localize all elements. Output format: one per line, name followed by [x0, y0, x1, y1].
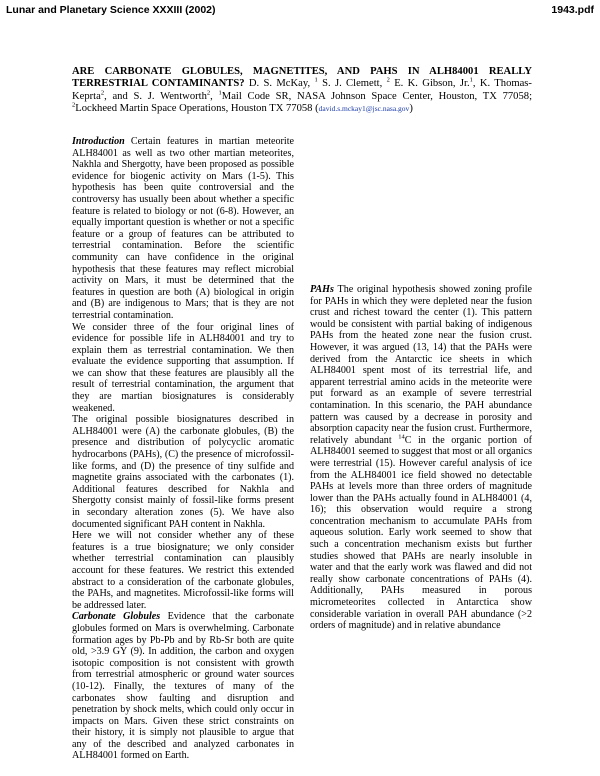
author-3: E. K. Gibson, Jr.: [394, 78, 470, 90]
author-5-sup: 2: [206, 89, 211, 97]
carbonate-heading: Carbonate Globules: [72, 611, 161, 623]
author-3-sup: 1: [469, 76, 473, 84]
intro-text-1: Certain features in martian meteorite ALH84001 as well as two other martian meteorites, Nakhla and Shergotty, have been proposed as possible evidence for biogenic activity on Mars (1-5). This hypothesis has been quite controversial and the controversy has usually been about whether a specific feature is related to biology or not (6-8). However, an equally important question is whether or not a specific feature or a group of features can be attributed to terrestrial contamination. Before the scientific community can have confidence in the original hypothesis that these features may reflect microbial activity on Mars, it must be determined that the features in question are both (A) biological in origin and (B) are indigenous to Mars; that is they are not terrestrial contamination.: [72, 136, 294, 321]
intro-heading: Introduction: [72, 136, 125, 147]
author-2: S. J. Clemett,: [322, 78, 383, 90]
intro-paragraph-3: The original possible biosignatures described in ALH84001 were (A) the carbonate globules, (B) the presence and distribution of polycyclic aromatic hydrocarbons (PAHs), (C) the presence of microfossil-like forms, and (D) the presence of tiny sulfide and magnetite grains associated with the carbonates (1). Additional features described for Nakhla and Shergotty consist mainly of fossil-like forms present in secondary alteration zones (5). We have also documented significant PAH content in Nakhla.: [72, 414, 294, 530]
author-1-sup: 1: [314, 76, 318, 84]
carbonate-text: Evidence that the carbonate globules formed on Mars is overwhelming. Carbonate formation ages by Pb-Pb and by Rb-Sr both are quite old, >3.9 GY (9). In addition, the carbon and oxygen isotopic composition is not consistent with growth from terrestrial atmospheric or ground water sources (10-12). Finally, the textures of many of the carbonates show faulting and disruption and penetration by shock melts, which could only occur in impacts on Mars. Given these strict constraints on their history, it is simply not plausible to argue that any of the described and analyzed carbonates in ALH84001 formed on Earth.: [72, 611, 294, 762]
author-5: , and S. J. Wentworth: [104, 90, 207, 102]
affiliation-2-end: ): [409, 102, 413, 114]
author-4-sup: 2: [100, 89, 105, 97]
aff1-sup: 1: [218, 89, 222, 97]
intro-paragraph-1: [72, 136, 294, 322]
author-1: D. S. McKay,: [248, 78, 311, 90]
c14-sup: 14: [398, 433, 405, 441]
carbonate-paragraph: [72, 611, 294, 762]
pahs-heading: PAHs: [310, 284, 334, 295]
page-id: 1943.pdf: [551, 4, 594, 16]
author-2-sup: 2: [386, 76, 390, 84]
intro-paragraph-2: We consider three of the four original lines of evidence for possible life in ALH84001 and try to explain them as terrestrial contamination. We then evaluate the evidence supporting that assumption. If we can show that these features are plausibly all the result of terrestrial contamination, the argument that they are martian biosignatures is considerably weakened.: [72, 321, 294, 414]
intro-paragraph-4: Here we will not consider whether any of these features is a true biosignature; we only consider whether terrestrial contamination can plausibly account for these features. We restrict this extended abstract to a consideration of the carbonate globules, the PAHs, and magnetites. Microfossil-like forms will be addressed later.: [72, 530, 294, 611]
affiliation-1: Mail Code SR, NASA Johnson Space Center, Houston, TX 77058;: [221, 90, 533, 102]
affiliation-2: Lockheed Martin Space Operations, Houston TX 77058 (: [75, 102, 319, 114]
left-column: [72, 136, 294, 762]
journal-header: Lunar and Planetary Science XXXIII (2002): [6, 4, 216, 16]
aff2-sup: 2: [72, 101, 76, 109]
paper-title: ARE CARBONATE GLOBULES, MAGNETITES, AND PAHS IN ALH84001 REALLY TERRESTRIAL CONTAMINANTS?: [72, 66, 532, 90]
author-4: , K. Thomas-Keprta: [72, 78, 532, 102]
pahs-paragraph: [310, 284, 532, 632]
email-link[interactable]: david.s.mckay1@jsc.nasa.gov: [318, 103, 410, 113]
pahs-text-b: C in the organic portion of ALH84001 seemed to suggest that most or all organics were terrestrial (15). However careful analysis of ice from the ALH84001 ice field showed no detectable PAHs at levels more than three orders of magnitude lower than the PAHs actually found in ALH84001 (4, 16); this observation would require a strong concentration mechanism to accumulate PAHs from aqueous solution. Early work seemed to show that such a concentration mechanism exists but further studies showed that PAHs are nearly insoluble in water and that the early work was flawed and did not really show carbonate concentrations of PAHs (4). Additionally, PAHs measured in porous micrometeorites collected in Antarctica show considerable variation in overall PAH abundance (>2 orders of magnitude) and in relative abundance: [310, 434, 532, 632]
right-column: [310, 138, 532, 632]
title-block: ARE CARBONATE GLOBULES, MAGNETITES, AND PAHS IN ALH84001 REALLY TERRESTRIAL CONTAMINANTS? D. S. McKay, $^1$ S. J. Clemett, $^2$ E. K. Gibson, Jr.$^1$, K. Thomas-Keprta$^2$, and S. J. Wentworth$^2$, $^1$Mail Code SR, NASA Johnson Space Center, Houston, TX 77058; $^2$Lockheed Martin Space Operations, Houston TX 77058 (david.s.mckay1@jsc.nasa.gov): [72, 66, 533, 114]
pahs-text-a: The original hypothesis showed zoning profile for PAHs in which they were depleted near the fusion crust and richest toward the center (1). This pattern would be consistent with partial baking of indigenous PAHs from the heated zone near the fusion crust. However, it was argued (13, 14) that the PAHs were derived from the Antarctic ice sheets in which ALH84001 spent most of its terrestrial life, and apparent terrestrial amino acids in the meteorite were put forward as an example of severe terrestrial contamination. In this scenario, the PAH abundance pattern was caused by a decrease in porosity and absorption capacity near the fusion crust. Furthermore, relatively abundant: [310, 284, 532, 446]
